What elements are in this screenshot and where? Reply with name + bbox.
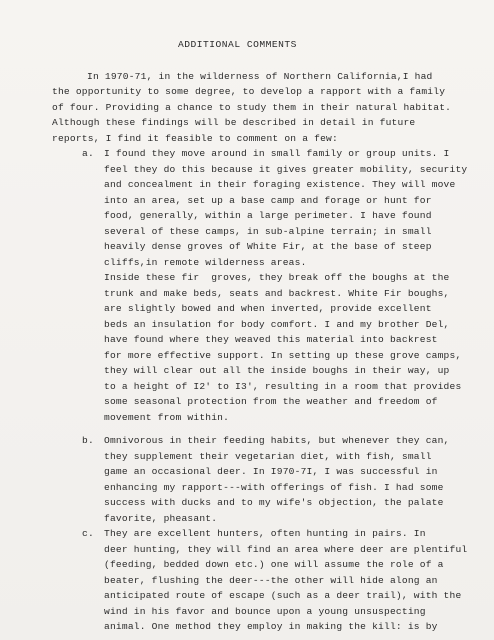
intro-line: the opportunity to some degree, to develop a rapport with a family bbox=[52, 86, 446, 97]
page-title: ADDITIONAL COMMENTS bbox=[178, 39, 297, 50]
intro-line: Although these findings will be described in detail in future bbox=[52, 117, 416, 128]
item-a-line: cliffs,in remote wilderness areas. bbox=[104, 257, 307, 268]
item-c-line: animal. One method they employ in making the kill: is by bbox=[104, 621, 438, 632]
item-a-line: to a height of I2' to I3', resulting in a room that provides bbox=[104, 381, 462, 392]
item-a-line: trunk and make beds, seats and backrest. White Fir boughs, bbox=[104, 288, 450, 299]
item-b-line: game an occasional deer. In I970-7I, I was successful in bbox=[104, 466, 438, 477]
item-a-line: some seasonal protection from the weather and freedom of bbox=[104, 396, 438, 407]
item-a-line: feel they do this because it gives greater mobility, security bbox=[104, 164, 468, 175]
item-b-marker: b. bbox=[82, 435, 94, 446]
item-b-line: success with ducks and to my wife's objection, the palate bbox=[104, 497, 444, 508]
item-c-line: anticipated route of escape (such as a deer trail), with the bbox=[104, 590, 462, 601]
intro-line: reports, I find it feasible to comment on a few: bbox=[52, 133, 338, 144]
intro-line: of four. Providing a chance to study them in their natural habitat. bbox=[52, 102, 452, 113]
item-a-line: Inside these fir groves, they break off the boughs at the bbox=[104, 272, 450, 283]
item-c-line: (feeding, bedded down etc.) one will assume the role of a bbox=[104, 559, 444, 570]
item-a-line: movement from within. bbox=[104, 412, 230, 423]
item-a-marker: a. bbox=[82, 148, 94, 159]
item-a-line: have found where they weaved this material into backrest bbox=[104, 334, 438, 345]
item-b-line: Omnivorous in their feeding habits, but whenever they can, bbox=[104, 435, 450, 446]
item-a-line: several of these camps, in sub-alpine terrain; in small bbox=[104, 226, 432, 237]
item-c-marker: c. bbox=[82, 528, 94, 539]
intro-line: In 1970-71, in the wilderness of Northern California,I had bbox=[87, 71, 433, 82]
item-a-line: they will clear out all the inside boughs in their way, up bbox=[104, 365, 450, 376]
item-a-line: into an area, set up a base camp and forage or hunt for bbox=[104, 195, 432, 206]
item-a-line: for more effective support. In setting up these grove camps, bbox=[104, 350, 462, 361]
item-c-line: beater, flushing the deer---the other will hide along an bbox=[104, 575, 438, 586]
item-a-line: I found they move around in small family or group units. I bbox=[104, 148, 450, 159]
item-c-line: wind in his favor and bounce upon a young unsuspecting bbox=[104, 606, 426, 617]
item-a-line: food, generally, within a large perimeter. I have found bbox=[104, 210, 432, 221]
item-a-line: are slightly bowed and when inverted, provide excellent bbox=[104, 303, 432, 314]
item-b-line: enhancing my rapport---with offerings of fish. I had some bbox=[104, 482, 444, 493]
item-c-line: deer hunting, they will find an area where deer are plentiful bbox=[104, 544, 468, 555]
item-b-line: they supplement their vegetarian diet, with fish, small bbox=[104, 451, 432, 462]
item-b-line: favorite, pheasant. bbox=[104, 513, 218, 524]
item-a-line: beds an insulation for body comfort. I and my brother Del, bbox=[104, 319, 450, 330]
item-a-line: and concealment in their foraging existence. They will move bbox=[104, 179, 456, 190]
item-c-line: They are excellent hunters, often hunting in pairs. In bbox=[104, 528, 426, 539]
item-a-line: heavily dense groves of White Fir, at the base of steep bbox=[104, 241, 432, 252]
